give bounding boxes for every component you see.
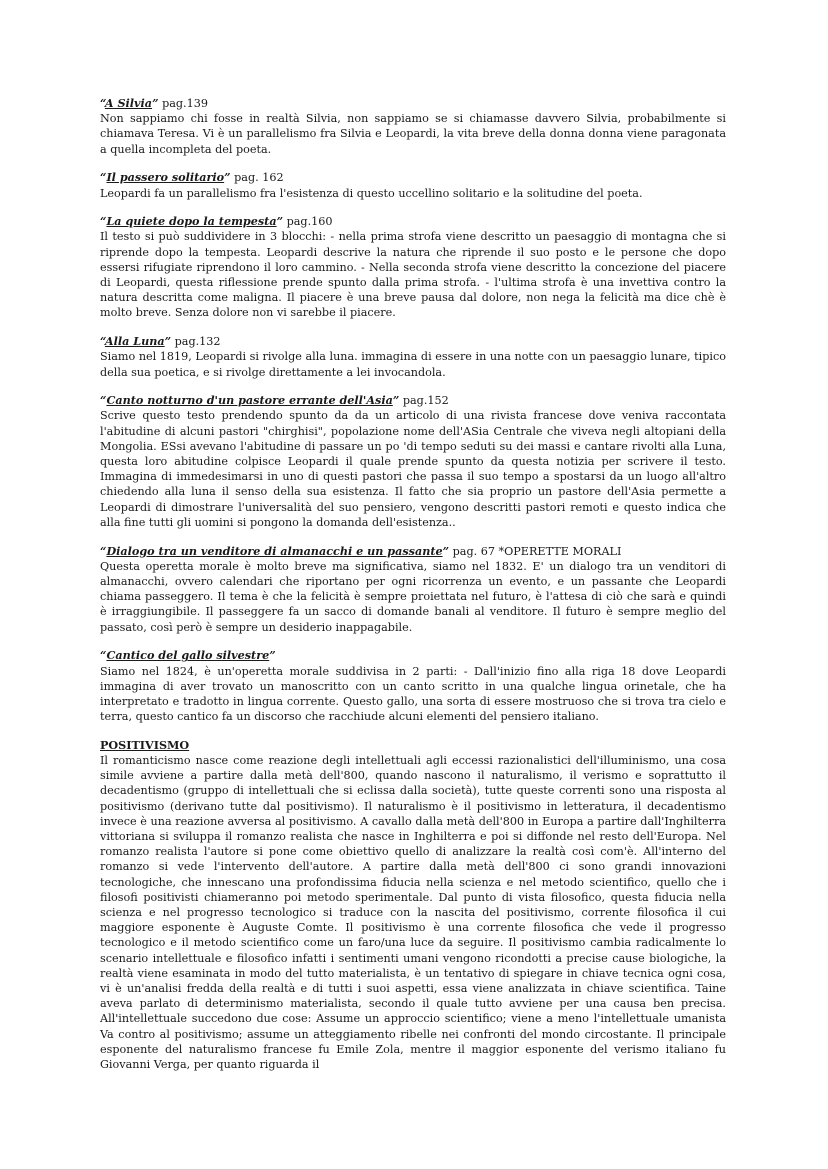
section-heading: “Canto notturno d'un pastore errante dell'Asia” pag.152 (100, 393, 449, 408)
section-title: Dialogo tra un venditore di almanacchi e un passante (106, 543, 443, 558)
page-ref: pag.152 (402, 394, 449, 408)
document-page (100, 96, 726, 1086)
section-a-silvia (100, 96, 726, 157)
section-alla-luna (100, 334, 726, 380)
section-canto-notturno (100, 393, 726, 530)
section-dialogo-venditore (100, 544, 726, 635)
section-title: Il passero solitario (106, 170, 225, 185)
page-ref: pag.139 (162, 97, 208, 110)
section-note: *OPERETTE MORALI (498, 544, 622, 558)
section-passero-solitario (100, 170, 726, 200)
section-title: Canto notturno d'un pastore errante dell'Asia (106, 393, 393, 408)
section-body: Siamo nel 1824, è un'operetta morale suddivisa in 2 parti: - Dall'inizio fino alla riga 18 dove Leopardi immagina di aver trovato un manoscritto con un canto scritto in una qualche lingua orinetale, che ha interpretato e tradotto in lingua corrente. Questo gallo, una sorta di essere mostruoso che si trova tra cielo e terra, questo cantico fa un discorso che racchiude alcuni elementi del pensiero italiano. (100, 664, 726, 724)
section-title: Cantico del gallo silvestre (106, 648, 270, 663)
section-body: Questa operetta morale è molto breve ma significativa, siamo nel 1832. E' un dialogo tra un venditori di almanacchi, ovvero calendari che riportano per ogni ricorrenza un evento, e un passante che Leopardi chiama passeggero. Il tema è che la felicità è sempre proiettata nel futuro, è l'attesa di ciò che sarà e quindi è irraggiungibile. Il passeggere fa un sacco di domande banali al venditore. Il futuro è sempre meglio del passato, così però è sempre un desiderio inappagabile. (100, 559, 726, 634)
page-ref: pag.132 (174, 335, 221, 349)
section-heading: “Il passero solitario” pag. 162 (100, 170, 284, 185)
section-body: Non sappiamo chi fosse in realtà Silvia, non sappiamo se si chiamasse davvero Silvia, probabilmente si chiamava Teresa. Vi è un parallelismo fra Silvia e Leopardi, la vita breve della donna donna viene paragonata a quella incompleta del poeta. (100, 112, 726, 156)
section-body: Il testo si può suddividere in 3 blocchi: - nella prima strofa viene descritto un paesaggio di montagna che si riprende dopo la tempesta. Leopardi descrive la natura che riprende il suo posto e le persone che dopo essersi rifugiate riprendono il loro cammino. - Nella seconda strofa viene descritto la concezione del piacere di Leopardi, questa riflessione prende spunto dalla prima strofa. - l'ultima strofa è una invettiva contro la natura descritta come maligna. Il piacere è una breve pausa dal dolore, non nega la felicità ma dice chè è molto breve. Senza dolore non vi sarebbe il piacere. (100, 230, 726, 320)
section-body: Il romanticismo nasce come reazione degli intellettuali agli eccessi razionalistici dell'illuminismo, una cosa simile avviene a partire dalla metà dell'800, quando nascono il naturalismo, il verismo e soprattutto il decadentismo (gruppo di intellettuali che si eclissa dalla società), tutte queste correnti sono una risposta al positivismo (derivano tutte dal positivismo). Il naturalismo è il positivismo in letteratura, il decadentismo invece è una reazione avversa al positivismo. A cavallo dalla metà dell'800 in Europa a partire dall'Inghilterra vittoriana si sviluppa il romanzo realista che nasce in Inghilterra e poi si diffonde nel resto dell'Europa. Nel romanzo realista l'autore si pone come obiettivo quello di analizzare la realtà così com'è. All'interno del romanzo si vede l'intervento dell'autore. A partire dalla metà dell'800 ci sono grandi innovazioni tecnologiche, che innescano una profondissima fiducia nella scienza e nel metodo scientifico, quello che i filosofi positivisti chiameranno poi metodo sperimentale. Dal punto di vista filosofico, questa fiducia nella scienza e nel progresso tecnologico si traduce con la nascita del positivismo, corrente filosofica il cui maggiore esponente è Auguste Comte. Il positivismo è una corrente filosofica che vede il progresso tecnologico e il metodo scientifico come un faro/una luce da seguire. Il positivismo cambia radicalmente lo scenario intellettuale e filosofico infatti i sentimenti umani vengono ricondotti a precise cause biologiche, la realtà viene esaminata in modo del tutto materialista, è un tentativo di spiegare in chiave tecnica ogni cosa, vi è un'analisi fredda della realtà e di tutti i suoi aspetti, essa viene analizzata in chiave scientifica. Taine aveva parlato di determinismo materialista, secondo il quale tutto avviene per una causa ben precisa. All'intellettuale succedono due cose: Assume un approccio scientifico; viene a meno l'intellettuale umanista Va contro al positivismo; assume un atteggiamento ribelle nei confronti del mondo circostante. Il principale esponente del naturalismo francese fu Emile Zola, mentre il maggior esponente del verismo italiano fu Giovanni Verga, per quanto riguarda il (100, 754, 726, 1072)
section-body: Siamo nel 1819, Leopardi si rivolge alla luna. immagina di essere in una notte con un paesaggio lunare, tipico della sua poetica, e si rivolge direttamente a lei invocandola. (100, 350, 726, 379)
section-heading: “A Silvia” pag.139 (100, 96, 208, 110)
page-ref: pag. 67 (452, 544, 495, 558)
section-heading: “Dialogo tra un venditore di almanacchi e un passante” pag. 67 *OPERETTE MORALI (100, 543, 622, 558)
section-heading: “Alla Luna” pag.132 (100, 334, 221, 349)
section-body: Scrive questo testo prendendo spunto da da un articolo di una rivista francese dove veniva raccontata l'abitudine di alcuni pastori "chirghisi", popolazione nome dell'ASia Centrale che viveva negli altopiani della Mongolia. ESsi avevano l'abitudine di passare un po 'di tempo seduti su dei massi e cantare rivolti alla Luna, questa loro abitudine colpisce Leopardi il quale prende spunto da questa notizia per scrivere il testo. Immagina di immedesimarsi in uno di questi pastori che passa il suo tempo a spostarsi da un luogo all'altro chiedendo alla luna il senso della sua esistenza. Il fatto che sia proprio un pastore dell'Asia permette a Leopardi di dimostrare l'universalità del suo pensiero, vengono descritti pastori remoti e questo indica che alla fine tutti gli uomini si pongono la domanda dell'esistenza.. (100, 409, 726, 529)
section-quiete-tempesta (100, 214, 726, 320)
section-cantico-gallo (100, 648, 726, 724)
section-title: Alla Luna (104, 334, 165, 349)
section-title: La quiete dopo la tempesta (106, 214, 277, 229)
page-ref: pag. 162 (234, 171, 284, 185)
section-body: Leopardi fa un parallelismo fra l'esistenza di questo uccellino solitario e la solitudine del poeta. (100, 186, 643, 200)
section-heading: “La quiete dopo la tempesta” pag.160 (100, 214, 333, 229)
page-ref: pag.160 (286, 215, 333, 229)
section-heading: “Cantico del gallo silvestre” (100, 648, 276, 663)
section-title: A Silvia (104, 96, 153, 110)
section-title: POSITIVISMO (100, 737, 190, 752)
section-positivismo (100, 738, 726, 1072)
